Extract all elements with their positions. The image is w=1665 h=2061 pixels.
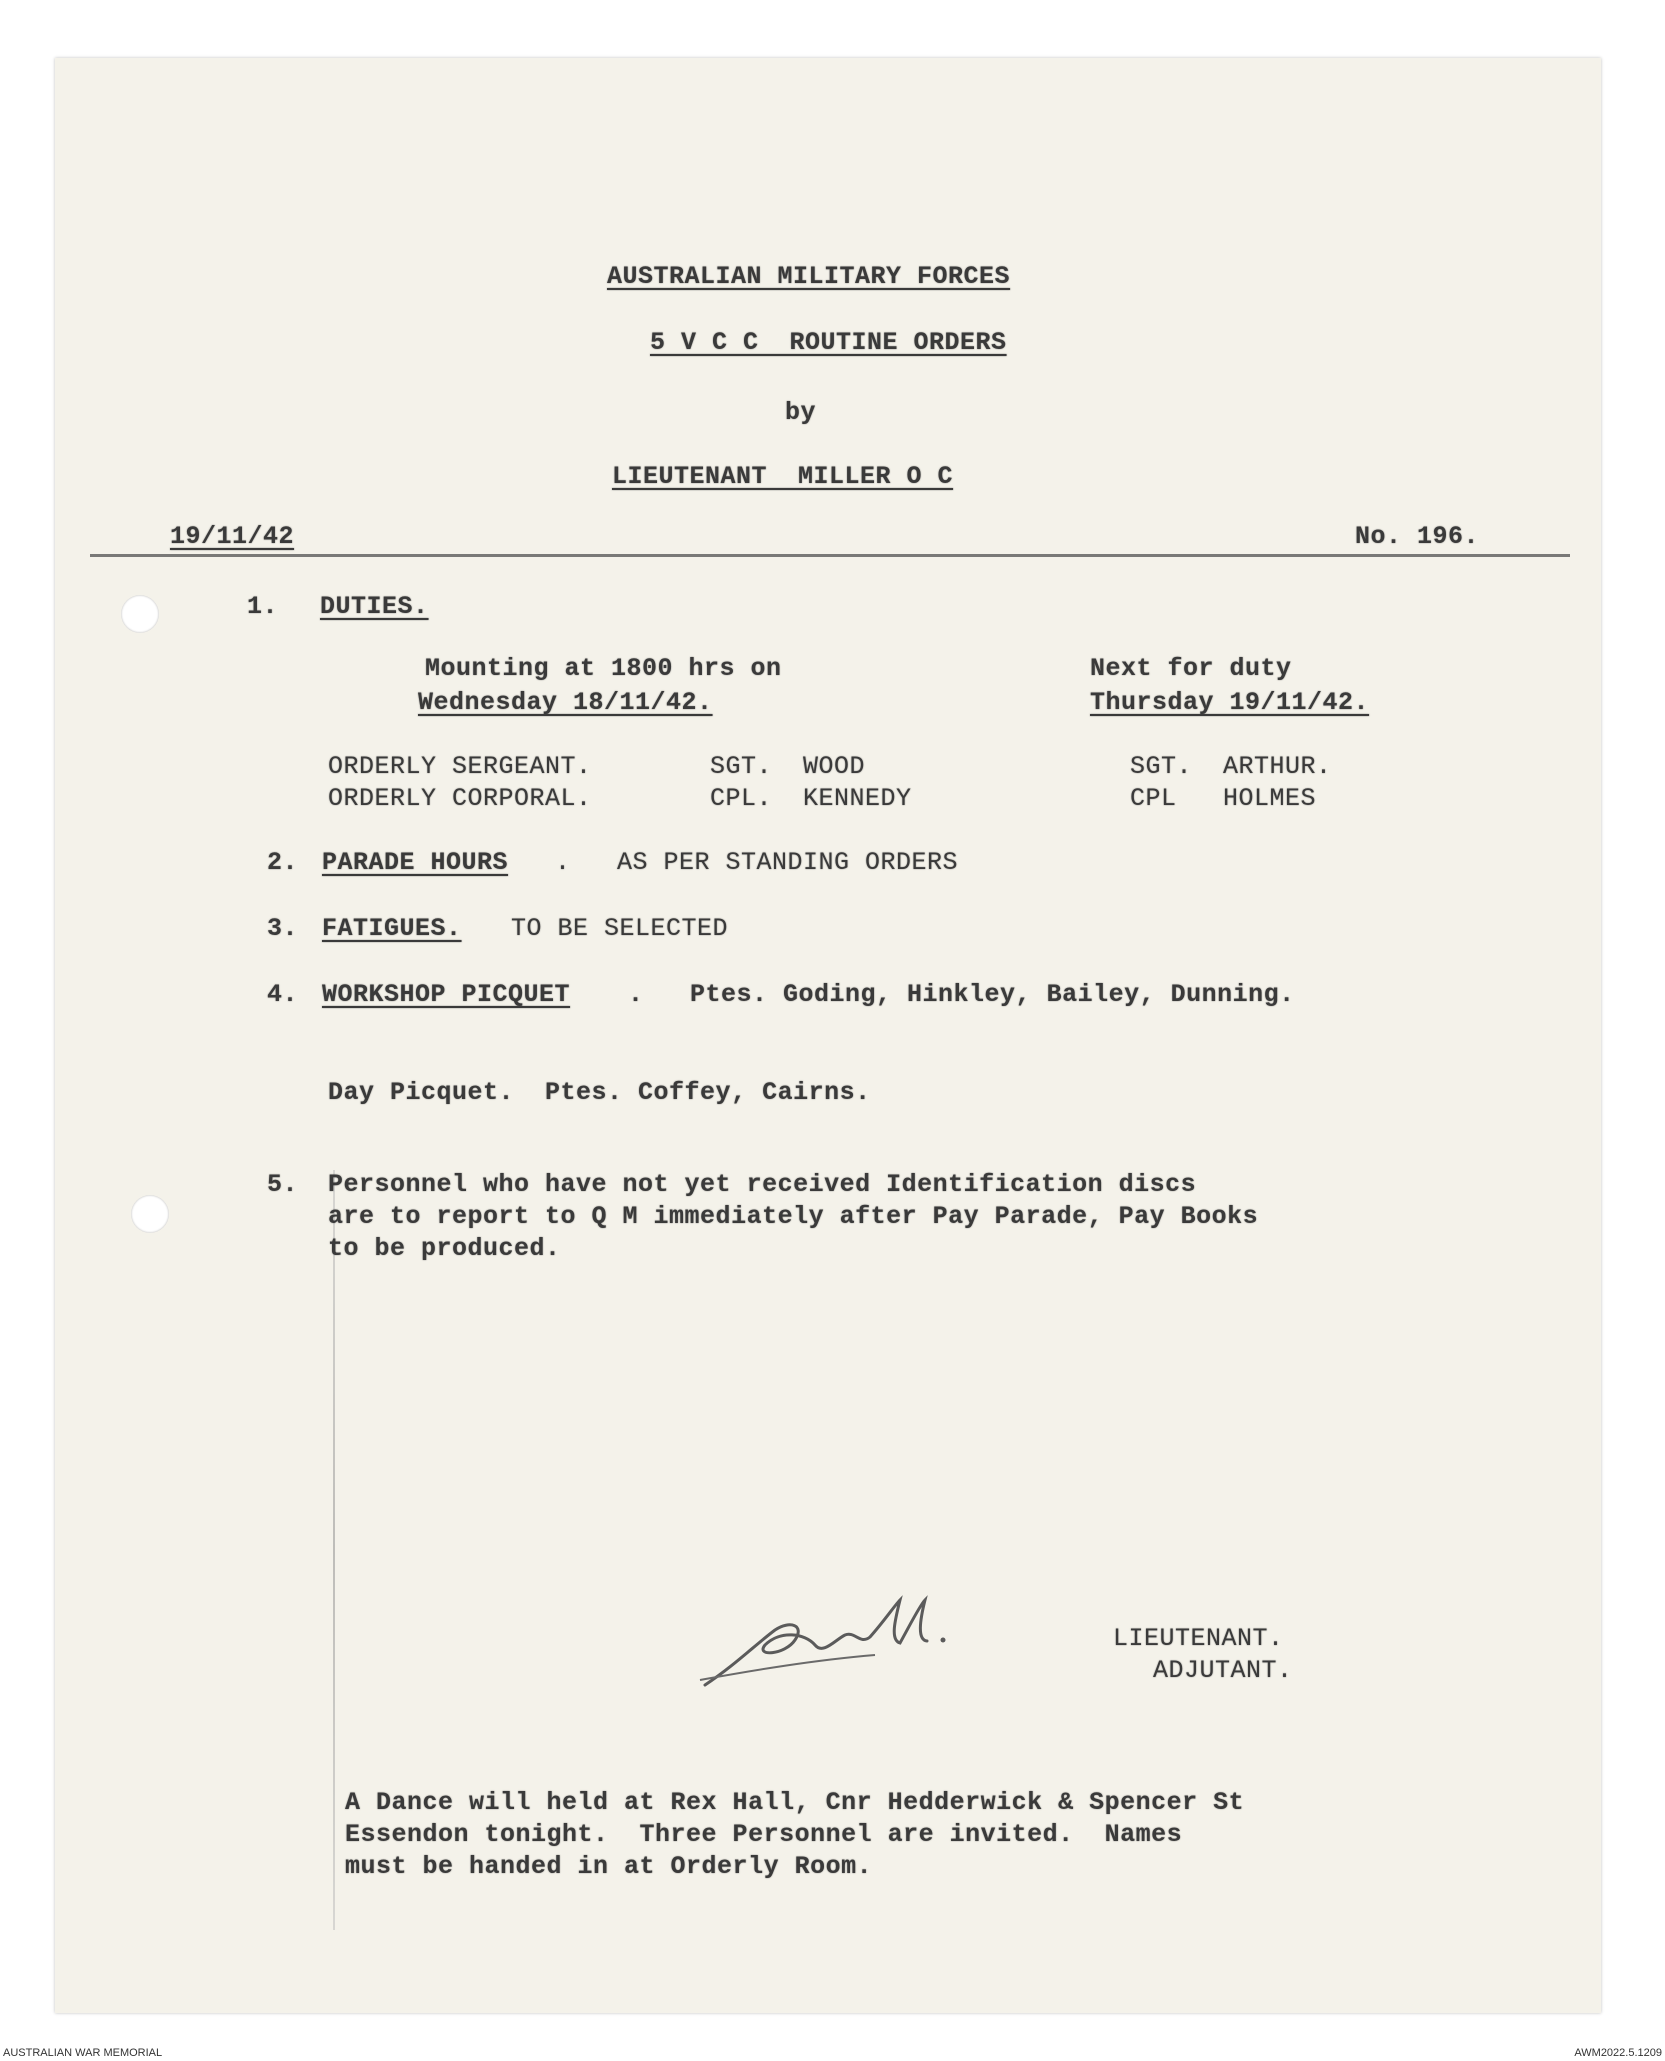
header-title: AUSTRALIAN MILITARY FORCES <box>607 262 1011 291</box>
day-picquet: Day Picquet. Ptes. Coffey, Cairns. <box>328 1078 871 1107</box>
item3-text: TO BE SELECTED <box>480 914 729 943</box>
order-number: No. 196. <box>1355 522 1480 551</box>
signature-title-adjutant: ADJUTANT. <box>1153 1656 1293 1685</box>
paper-crease <box>333 1170 335 1930</box>
orderly-corporal-current: CPL. KENNEDY <box>710 784 912 813</box>
next-duty-line2: Thursday 19/11/42. <box>1090 688 1370 717</box>
footer-source: AUSTRALIAN WAR MEMORIAL <box>3 2047 163 2059</box>
header-officer: LIEUTENANT MILLER O C <box>612 462 954 491</box>
orderly-sergeant-current: SGT. WOOD <box>710 752 866 781</box>
item3-heading: FATIGUES. <box>322 914 462 943</box>
orderly-corporal-next: CPL HOLMES <box>1130 784 1317 813</box>
orderly-sergeant-label: ORDERLY SERGEANT. <box>328 752 592 781</box>
header-rule <box>90 554 1570 557</box>
item4-heading: WORKSHOP PICQUET <box>322 980 571 1009</box>
item5-line3: to be produced. <box>328 1234 561 1263</box>
notice-line3: must be handed in at Orderly Room. <box>345 1852 873 1881</box>
header-unit-orders: 5 V C C ROUTINE ORDERS <box>650 328 1007 357</box>
punch-hole-bottom <box>131 1195 169 1233</box>
item5-line2: are to report to Q M immediately after Pay Parade, Pay Books <box>328 1202 1259 1231</box>
orderly-sergeant-next: SGT. ARTHUR. <box>1130 752 1332 781</box>
item2-number: 2. <box>267 848 299 877</box>
signature-title-lieutenant: LIEUTENANT. <box>1113 1624 1284 1653</box>
mounting-line1: Mounting at 1800 hrs on <box>425 654 782 683</box>
item5-number: 5. <box>267 1170 299 1199</box>
item5-line1: Personnel who have not yet received Identification discs <box>328 1170 1197 1199</box>
next-duty-line1: Next for duty <box>1090 654 1292 683</box>
item3-number: 3. <box>267 914 299 943</box>
order-date: 19/11/42 <box>170 522 295 551</box>
item4-text: . Ptes. Goding, Hinkley, Bailey, Dunning. <box>628 980 1295 1009</box>
item4-number: 4. <box>267 980 299 1009</box>
item2-heading: PARADE HOURS <box>322 848 509 877</box>
notice-line1: A Dance will held at Rex Hall, Cnr Hedderwick & Spencer St <box>345 1788 1245 1817</box>
footer-accession: AWM2022.5.1209 <box>1574 2047 1662 2059</box>
header-by: by <box>785 398 817 427</box>
mounting-line2: Wednesday 18/11/42. <box>418 688 713 717</box>
punch-hole-top <box>121 595 159 633</box>
orderly-corporal-label: ORDERLY CORPORAL. <box>328 784 592 813</box>
notice-line2: Essendon tonight. Three Personnel are invited. Names <box>345 1820 1183 1849</box>
duties-heading: DUTIES. <box>320 592 429 621</box>
handwritten-signature <box>695 1585 1035 1705</box>
duties-number: 1. <box>247 592 279 621</box>
item2-text: . AS PER STANDING ORDERS <box>555 848 959 877</box>
